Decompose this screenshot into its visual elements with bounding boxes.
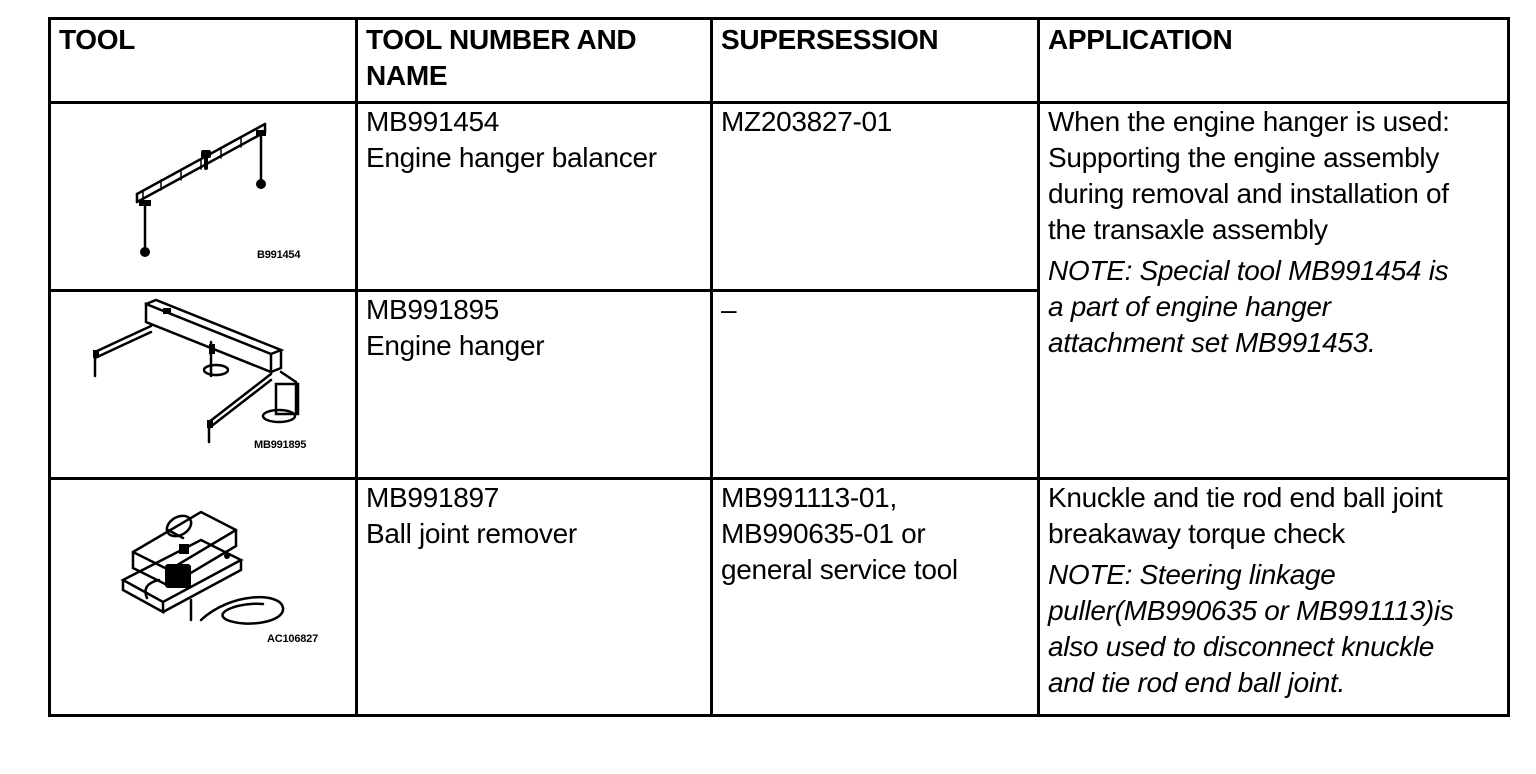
application-line: Knuckle and tie rod end ball joint (1048, 482, 1443, 513)
application-cell (1039, 103, 1509, 479)
header-application: APPLICATION (1039, 19, 1509, 103)
application-note: NOTE: Steering linkage puller(MB990635 or MB991113)is also used to disconnect knuckle and tie rod end ball joint. (1048, 559, 1454, 698)
tool-image-caption: B991454 (257, 249, 301, 261)
special-tools-table (48, 17, 1510, 717)
table-header-row (50, 19, 1509, 103)
application-line: Supporting the engine assembly (1048, 142, 1440, 173)
application-cell (1039, 479, 1509, 716)
supersession-value: MB990635-01 or (721, 518, 926, 549)
application-line: during removal and installation of (1048, 178, 1449, 209)
header-supersession: SUPERSESSION (712, 19, 1039, 103)
supersession-value: general service tool (721, 554, 958, 585)
table-row (50, 103, 1509, 291)
tool-name: Ball joint remover (366, 518, 577, 549)
supersession-cell (712, 479, 1039, 716)
application-line: the transaxle assembly (1048, 214, 1328, 245)
tool-number-name-cell (357, 103, 712, 291)
tool-image-caption: AC106827 (267, 633, 318, 645)
tool-number: MB991454 (366, 106, 500, 137)
ball-joint-remover-illustration (51, 480, 351, 711)
tool-number: MB991895 (366, 294, 500, 325)
table-row (50, 479, 1509, 716)
header-tool: TOOL (50, 19, 357, 103)
supersession-cell (712, 291, 1039, 479)
tool-number: MB991897 (366, 482, 500, 513)
application-line: breakaway torque check (1048, 518, 1345, 549)
tool-number-name-cell (357, 479, 712, 716)
tool-image-cell (50, 103, 357, 291)
supersession-value: MB991113-01, (721, 482, 897, 513)
tool-name: Engine hanger balancer (366, 142, 657, 173)
application-line: When the engine hanger is used: (1048, 106, 1450, 137)
tool-image-caption: MB991895 (254, 439, 307, 451)
engine-hanger-balancer-illustration (51, 104, 351, 286)
tool-image-cell (50, 479, 357, 716)
header-tool-number-and-name: TOOL NUMBER AND NAME (357, 19, 712, 103)
supersession-cell (712, 103, 1039, 291)
supersession-value: – (721, 294, 737, 325)
tool-image-cell (50, 291, 357, 479)
application-note: NOTE: Special tool MB991454 is a part of engine hanger attachment set MB991453. (1048, 255, 1449, 358)
tool-number-name-cell (357, 291, 712, 479)
supersession-value: MZ203827-01 (721, 106, 893, 137)
tool-name: Engine hanger (366, 330, 545, 361)
